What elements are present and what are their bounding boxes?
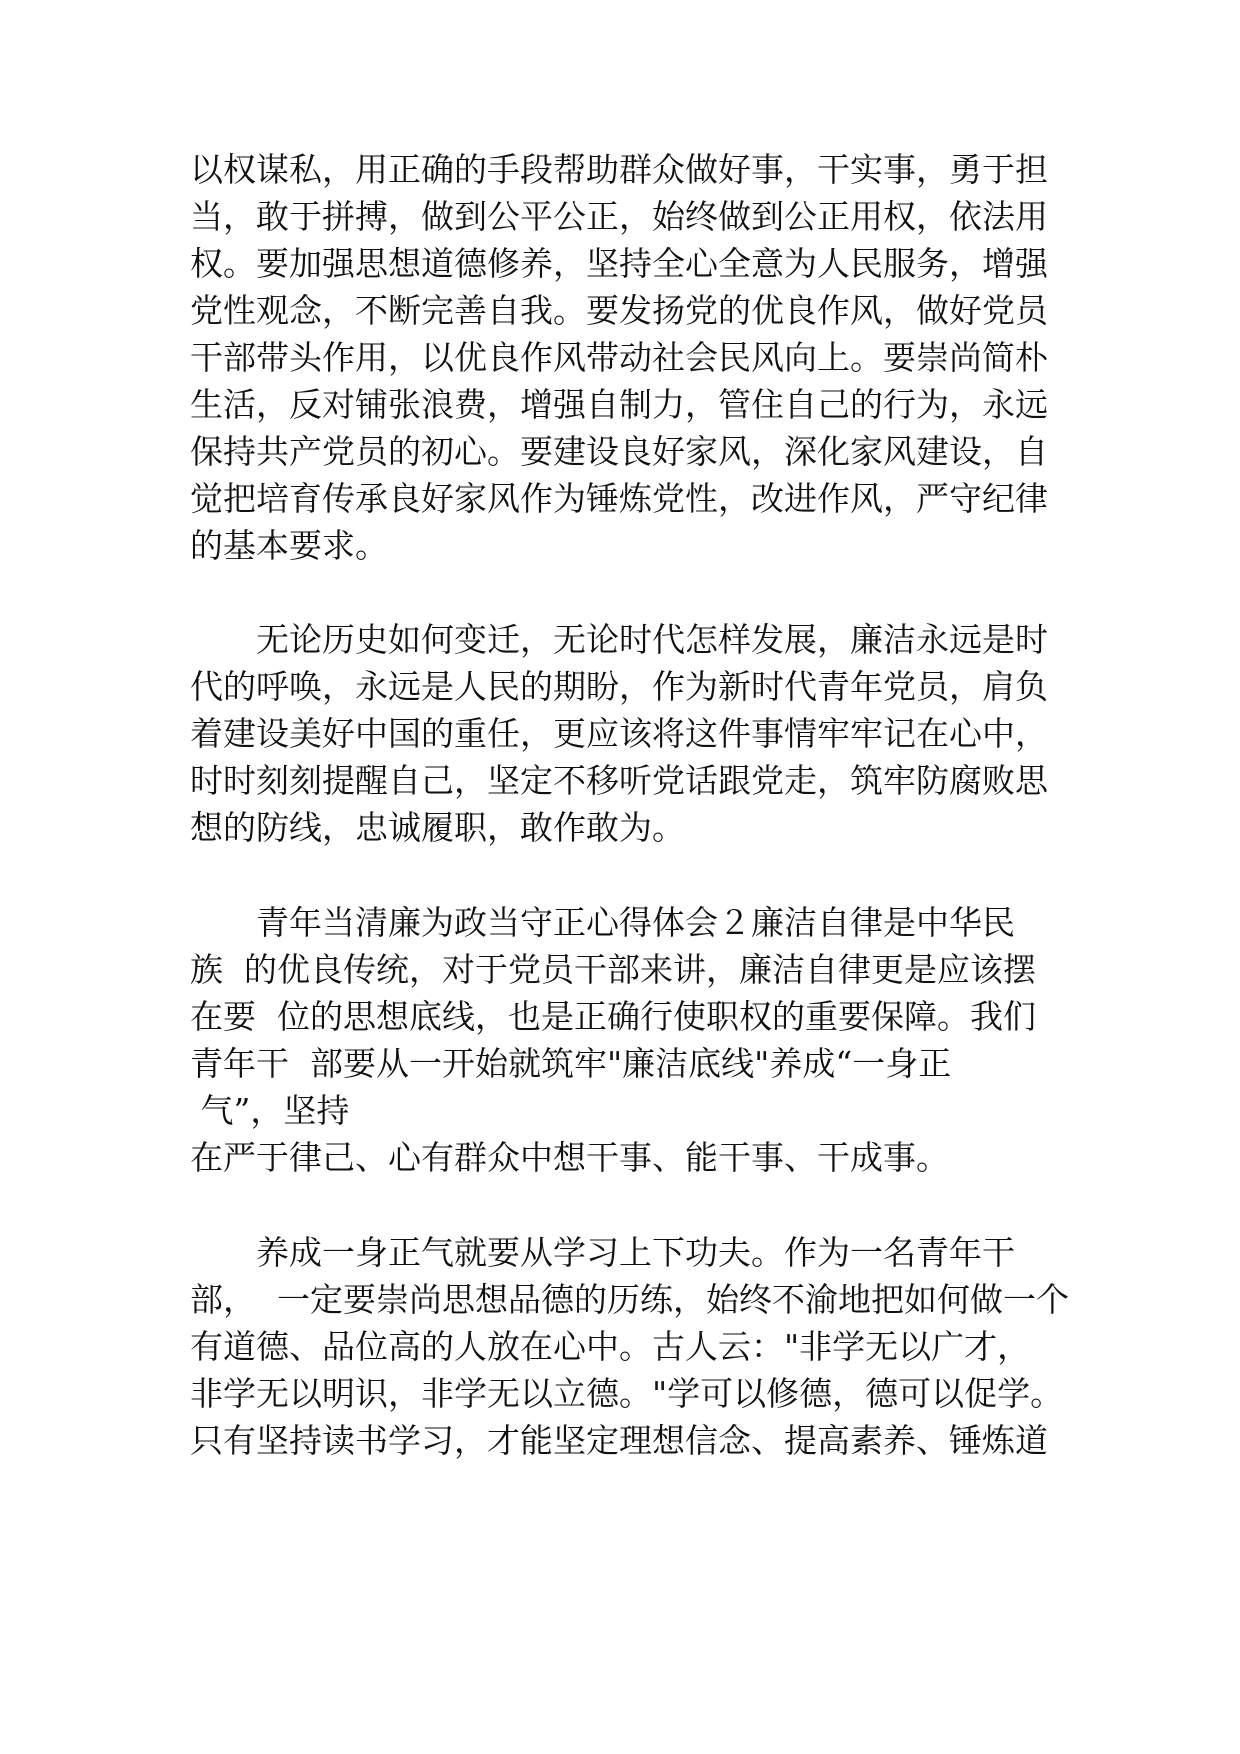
paragraph-2-line-5: 想的防线，忠诚履职，敢作敢为。 — [190, 808, 685, 847]
paragraph-1-line-5: 干部带头作用，以优良作风带动社会民风向上。要崇尚简朴 — [190, 338, 1048, 377]
paragraph-1-line-8: 觉把培育传承良好家风作为锤炼党性，改进作风，严守纪律 — [190, 479, 1048, 518]
paragraph-1-line-1: 以权谋私，用正确的手段帮助群众做好事，干实事，勇于担 — [190, 150, 1048, 189]
paragraph-4-line-5: 只有坚持读书学习，才能坚定理想信念、提高素养、锤炼道 — [190, 1421, 1048, 1460]
paragraph-1-line-4: 党性观念，不断完善自我。要发扬党的优良作风，做好党员 — [190, 291, 1048, 330]
paragraph-3-line-1: 青年当清廉为政当守正心得体会２廉洁自律是中华民 — [256, 903, 1015, 942]
paragraph-1-line-9: 的基本要求。 — [190, 526, 388, 565]
paragraph-3-line-4: 青年干 部要从一开始就筑牢"廉洁底线"养成“一身正 — [190, 1044, 952, 1083]
paragraph-2-line-1: 无论历史如何变迁，无论时代怎样发展，廉洁永远是时 — [256, 620, 1048, 659]
paragraph-1-line-6: 生活，反对铺张浪费，增强自制力，管住自己的行为，永远 — [190, 385, 1048, 424]
paragraph-3-line-2: 族 的优良传统，对于党员干部来讲，廉洁自律更是应该摆 — [190, 950, 1036, 989]
paragraph-2-line-4: 时时刻刻提醒自己，坚定不移听党话跟党走，筑牢防腐败思 — [190, 761, 1048, 800]
paragraph-1-line-2: 当，敢于拼搏，做到公平公正，始终做到公正用权，依法用 — [190, 197, 1048, 236]
paragraph-1-line-7: 保持共产党员的初心。要建设良好家风，深化家风建设，自 — [190, 432, 1048, 471]
paragraph-4-line-2: 部， 一定要崇尚思想品德的历练，始终不渝地把如何做一个 — [190, 1280, 1069, 1319]
paragraph-4-line-3: 有道德、品位高的人放在心中。古人云："非学无以广才， — [190, 1327, 1031, 1366]
paragraph-4-line-4: 非学无以明识，非学无以立德。"学可以修德，德可以促学。 — [190, 1374, 1064, 1413]
paragraph-1-line-3: 权。要加强思想道德修养，坚持全心全意为人民服务，增强 — [190, 244, 1048, 283]
paragraph-2-line-2: 代的呼唤，永远是人民的期盼，作为新时代青年党员，肩负 — [190, 667, 1048, 706]
paragraph-3-line-5: 气”，坚持 — [190, 1091, 350, 1130]
paragraph-4-line-1: 养成一身正气就要从学习上下功夫。作为一名青年干 — [256, 1233, 1015, 1272]
paragraph-3-line-6: 在严于律己、心有群众中想干事、能干事、干成事。 — [190, 1138, 949, 1177]
paragraph-3-line-3: 在要 位的思想底线，也是正确行使职权的重要保障。我们 — [190, 997, 1036, 1036]
paragraph-2-line-3: 着建设美好中国的重任，更应该将这件事情牢牢记在心中， — [190, 714, 1048, 753]
